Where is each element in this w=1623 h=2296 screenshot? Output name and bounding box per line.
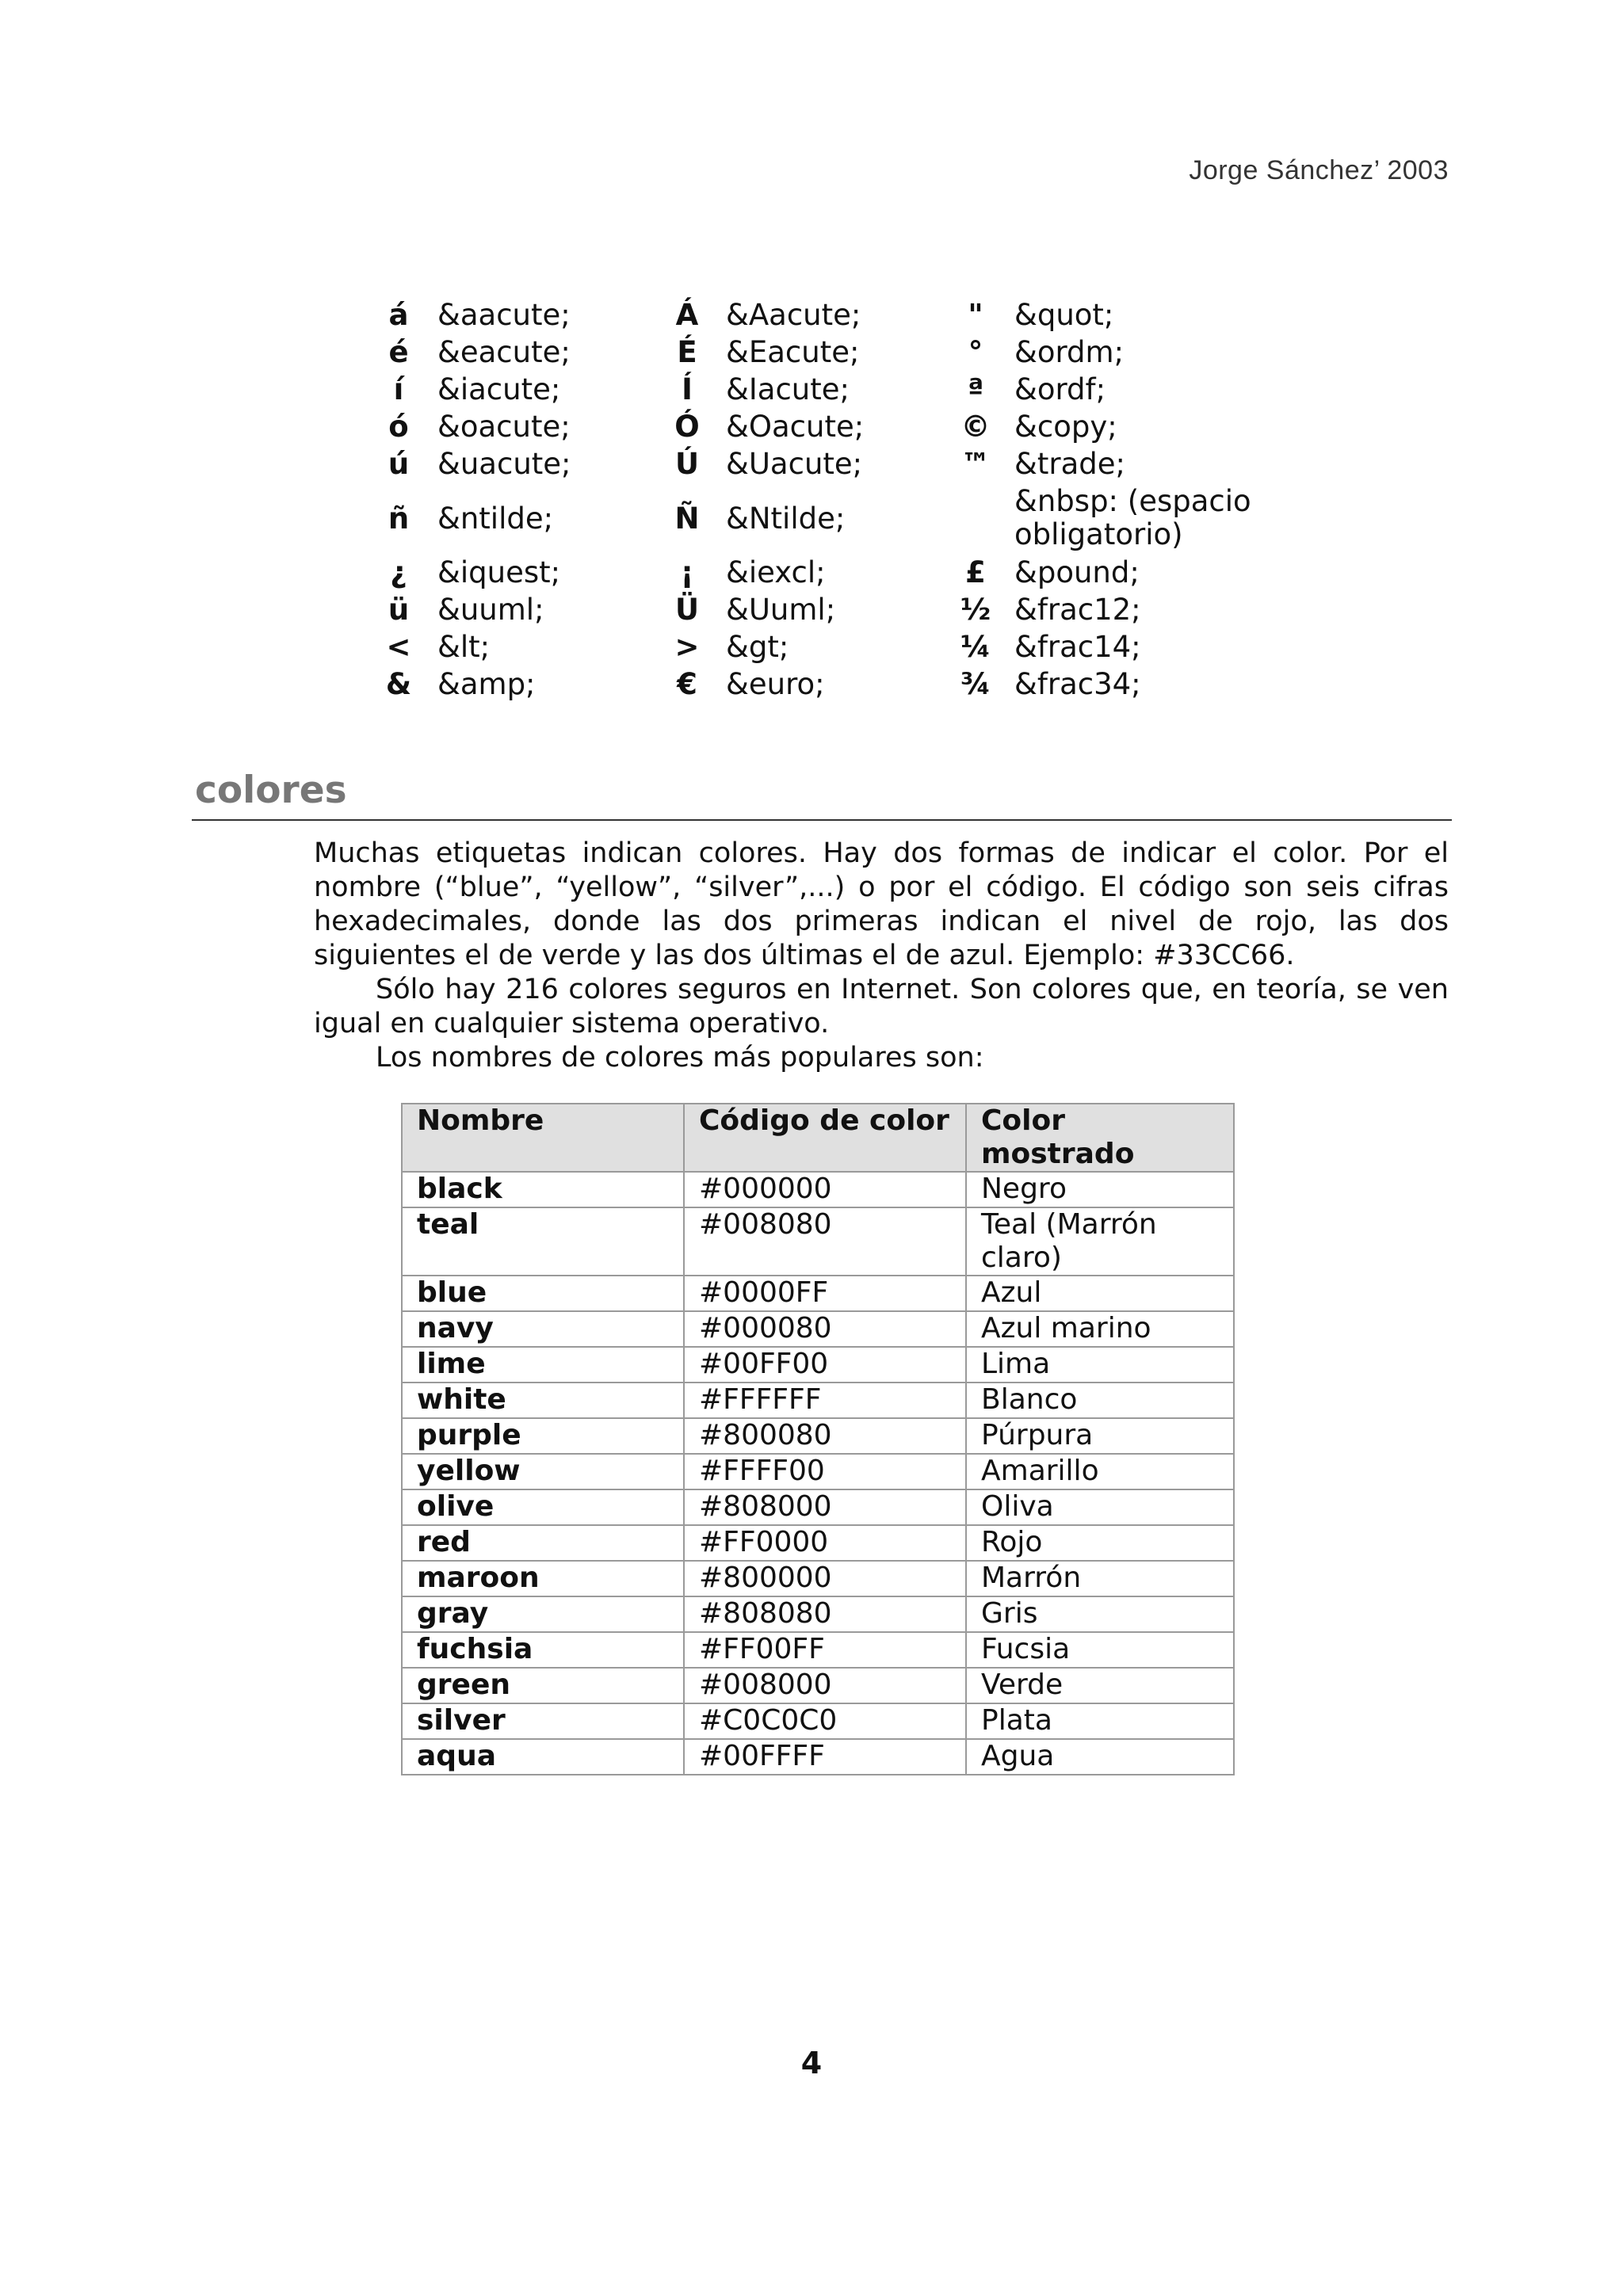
color-shown-cell: Azul: [966, 1276, 1234, 1311]
color-name-cell: fuchsia: [402, 1632, 684, 1668]
color-code-cell: #800000: [684, 1561, 966, 1596]
color-code-cell: #008080: [684, 1207, 966, 1276]
entity-code: &pound;: [1014, 555, 1140, 589]
table-row: [402, 1311, 1234, 1347]
entity-code: &gt;: [726, 630, 789, 664]
section-divider: [192, 819, 1452, 821]
entity-character: Ü: [674, 593, 700, 627]
color-code-cell: #00FF00: [684, 1347, 966, 1383]
entity-code: &uacute;: [437, 447, 571, 481]
table-row: [402, 1454, 1234, 1489]
color-shown-cell: Marrón: [966, 1561, 1234, 1596]
color-shown-cell: Amarillo: [966, 1454, 1234, 1489]
section-body: [314, 837, 1449, 1075]
color-shown-cell: Verde: [966, 1668, 1234, 1703]
entity-code: &frac14;: [1014, 629, 1141, 664]
table-row: [402, 1525, 1234, 1561]
color-name-cell: green: [402, 1668, 684, 1703]
color-name-cell: yellow: [402, 1454, 684, 1489]
color-shown-cell: Púrpura: [966, 1418, 1234, 1454]
color-code-cell: #000000: [684, 1172, 966, 1207]
entity-code: &frac34;: [1014, 666, 1141, 701]
entity-code: &Ntilde;: [726, 501, 846, 536]
entity-code: &aacute;: [437, 298, 571, 332]
entity-character: ¼: [960, 630, 991, 664]
paragraph: Muchas etiquetas indican colores. Hay dos formas de indicar el color. Por el nombre (“blue”, “yellow”, “silver”,...) o por el código. El código son seis cifras hexadecimales, donde las dos primeras indican el nivel de rojo, las dos siguientes el de verde y las dos últimas el de azul. Ejemplo: #33CC66.: [314, 837, 1449, 971]
color-name-cell: blue: [402, 1276, 684, 1311]
entity-code: &ordm;: [1014, 334, 1125, 369]
entity-character: &: [385, 667, 412, 701]
entity-character: ©: [960, 410, 991, 444]
entity-character: ½: [960, 593, 991, 627]
entity-code: &iacute;: [437, 372, 561, 406]
header-codigo: Código de color: [684, 1104, 966, 1172]
entity-character: ª: [967, 372, 984, 406]
table-row: [402, 1418, 1234, 1454]
entity-code: &frac12;: [1014, 592, 1141, 627]
color-name-cell: black: [402, 1172, 684, 1207]
entity-character: Ñ: [674, 501, 700, 536]
entity-row: [366, 554, 1268, 591]
header-color-mostrado: Color mostrado: [966, 1104, 1234, 1172]
entity-character: í: [393, 372, 404, 406]
entity-character: ™: [960, 447, 991, 481]
color-name-cell: white: [402, 1383, 684, 1418]
entity-character: Í: [682, 372, 693, 406]
entity-code: &ntilde;: [437, 501, 554, 536]
color-shown-cell: Lima: [966, 1347, 1234, 1383]
color-shown-cell: Fucsia: [966, 1632, 1234, 1668]
entity-character: [943, 482, 1008, 554]
color-code-cell: #0000FF: [684, 1276, 966, 1311]
entity-code: &Oacute;: [726, 410, 865, 444]
table-row: [402, 1489, 1234, 1525]
color-shown-cell: Teal (Marrón claro): [966, 1207, 1234, 1276]
color-code-cell: #FFFFFF: [684, 1383, 966, 1418]
entity-row: [366, 666, 1268, 703]
entity-code: &lt;: [437, 630, 491, 664]
color-shown-cell: Plata: [966, 1703, 1234, 1739]
entity-code: &Eacute;: [726, 335, 860, 369]
color-shown-cell: Negro: [966, 1172, 1234, 1207]
color-code-cell: #008000: [684, 1668, 966, 1703]
entity-code: &quot;: [1014, 297, 1114, 332]
entity-table: [366, 296, 1268, 703]
color-shown-cell: Azul marino: [966, 1311, 1234, 1347]
color-table: [401, 1103, 1235, 1775]
header-author: Jorge Sánchez’ 2003: [1189, 155, 1449, 185]
entity-character: ú: [388, 447, 410, 481]
entity-code: &Uacute;: [726, 447, 863, 481]
entity-row: [366, 408, 1268, 445]
entity-code: &amp;: [437, 667, 536, 701]
color-code-cell: #C0C0C0: [684, 1703, 966, 1739]
entity-character: É: [677, 335, 697, 369]
entity-code: &euro;: [726, 667, 825, 701]
entity-row: [366, 371, 1268, 408]
entity-character: Á: [675, 298, 699, 332]
table-row: [402, 1561, 1234, 1596]
entity-code: &Iacute;: [726, 372, 850, 406]
entity-code: &iquest;: [437, 555, 561, 589]
color-table-header-row: [402, 1104, 1234, 1172]
table-row: [402, 1276, 1234, 1311]
table-row: [402, 1703, 1234, 1739]
paragraph: Sólo hay 216 colores seguros en Internet. Son colores que, en teoría, se ven igual en cualquier sistema operativo.: [314, 974, 1449, 1039]
color-code-cell: #808000: [684, 1489, 966, 1525]
entity-row: [366, 296, 1268, 334]
entity-character: ñ: [388, 501, 410, 536]
entity-character: Ó: [674, 410, 700, 444]
table-row: [402, 1739, 1234, 1775]
color-name-cell: maroon: [402, 1561, 684, 1596]
entity-character: ó: [388, 410, 409, 444]
color-shown-cell: Rojo: [966, 1525, 1234, 1561]
paragraph: Los nombres de colores más populares son:: [376, 1042, 984, 1074]
color-name-cell: gray: [402, 1596, 684, 1632]
color-code-cell: #FFFF00: [684, 1454, 966, 1489]
entity-row: [366, 591, 1268, 628]
entity-code: &trade;: [1014, 446, 1125, 481]
table-row: [402, 1347, 1234, 1383]
entity-character: á: [388, 298, 409, 332]
entity-character: <: [386, 630, 411, 664]
header-nombre: Nombre: [402, 1104, 684, 1172]
color-code-cell: #800080: [684, 1418, 966, 1454]
color-code-cell: #FF00FF: [684, 1632, 966, 1668]
entity-character: Ú: [674, 447, 700, 481]
entity-character: ¿: [390, 555, 407, 589]
entity-code: &iexcl;: [726, 555, 826, 589]
entity-character: é: [388, 335, 409, 369]
entity-code: &oacute;: [437, 410, 571, 444]
table-row: [402, 1596, 1234, 1632]
color-name-cell: olive: [402, 1489, 684, 1525]
entity-row: [366, 482, 1268, 554]
color-name-cell: red: [402, 1525, 684, 1561]
entity-code: &eacute;: [437, 335, 571, 369]
entity-character: £: [965, 555, 986, 589]
entity-code: &uuml;: [437, 593, 544, 627]
entity-character: ¡: [680, 555, 694, 589]
table-row: [402, 1172, 1234, 1207]
entity-character: >: [674, 630, 700, 664]
color-code-cell: #FF0000: [684, 1525, 966, 1561]
color-name-cell: silver: [402, 1703, 684, 1739]
entity-row: [366, 628, 1268, 666]
color-name-cell: lime: [402, 1347, 684, 1383]
table-row: [402, 1207, 1234, 1276]
entity-code: &Uuml;: [726, 593, 836, 627]
entity-character: ¾: [960, 667, 991, 701]
color-name-cell: teal: [402, 1207, 684, 1276]
entity-row: [366, 445, 1268, 482]
color-name-cell: navy: [402, 1311, 684, 1347]
entity-code: &nbsp: (espacio obligatorio): [1014, 484, 1251, 551]
section-title: colores: [195, 769, 347, 812]
color-code-cell: #000080: [684, 1311, 966, 1347]
color-code-cell: #808080: [684, 1596, 966, 1632]
entity-character: €: [677, 667, 697, 701]
color-shown-cell: Oliva: [966, 1489, 1234, 1525]
entity-row: [366, 334, 1268, 371]
page-number: 4: [800, 2046, 823, 2081]
table-row: [402, 1632, 1234, 1668]
entity-code: &copy;: [1014, 409, 1117, 444]
color-shown-cell: Gris: [966, 1596, 1234, 1632]
color-shown-cell: Agua: [966, 1739, 1234, 1775]
table-row: [402, 1668, 1234, 1703]
entity-character: ü: [388, 593, 410, 627]
table-row: [402, 1383, 1234, 1418]
color-code-cell: #00FFFF: [684, 1739, 966, 1775]
entity-code: &ordf;: [1014, 372, 1106, 406]
entity-character: ": [968, 298, 983, 332]
color-name-cell: aqua: [402, 1739, 684, 1775]
entity-code: &Aacute;: [726, 298, 861, 332]
color-name-cell: purple: [402, 1418, 684, 1454]
entity-character: °: [968, 335, 983, 369]
color-shown-cell: Blanco: [966, 1383, 1234, 1418]
